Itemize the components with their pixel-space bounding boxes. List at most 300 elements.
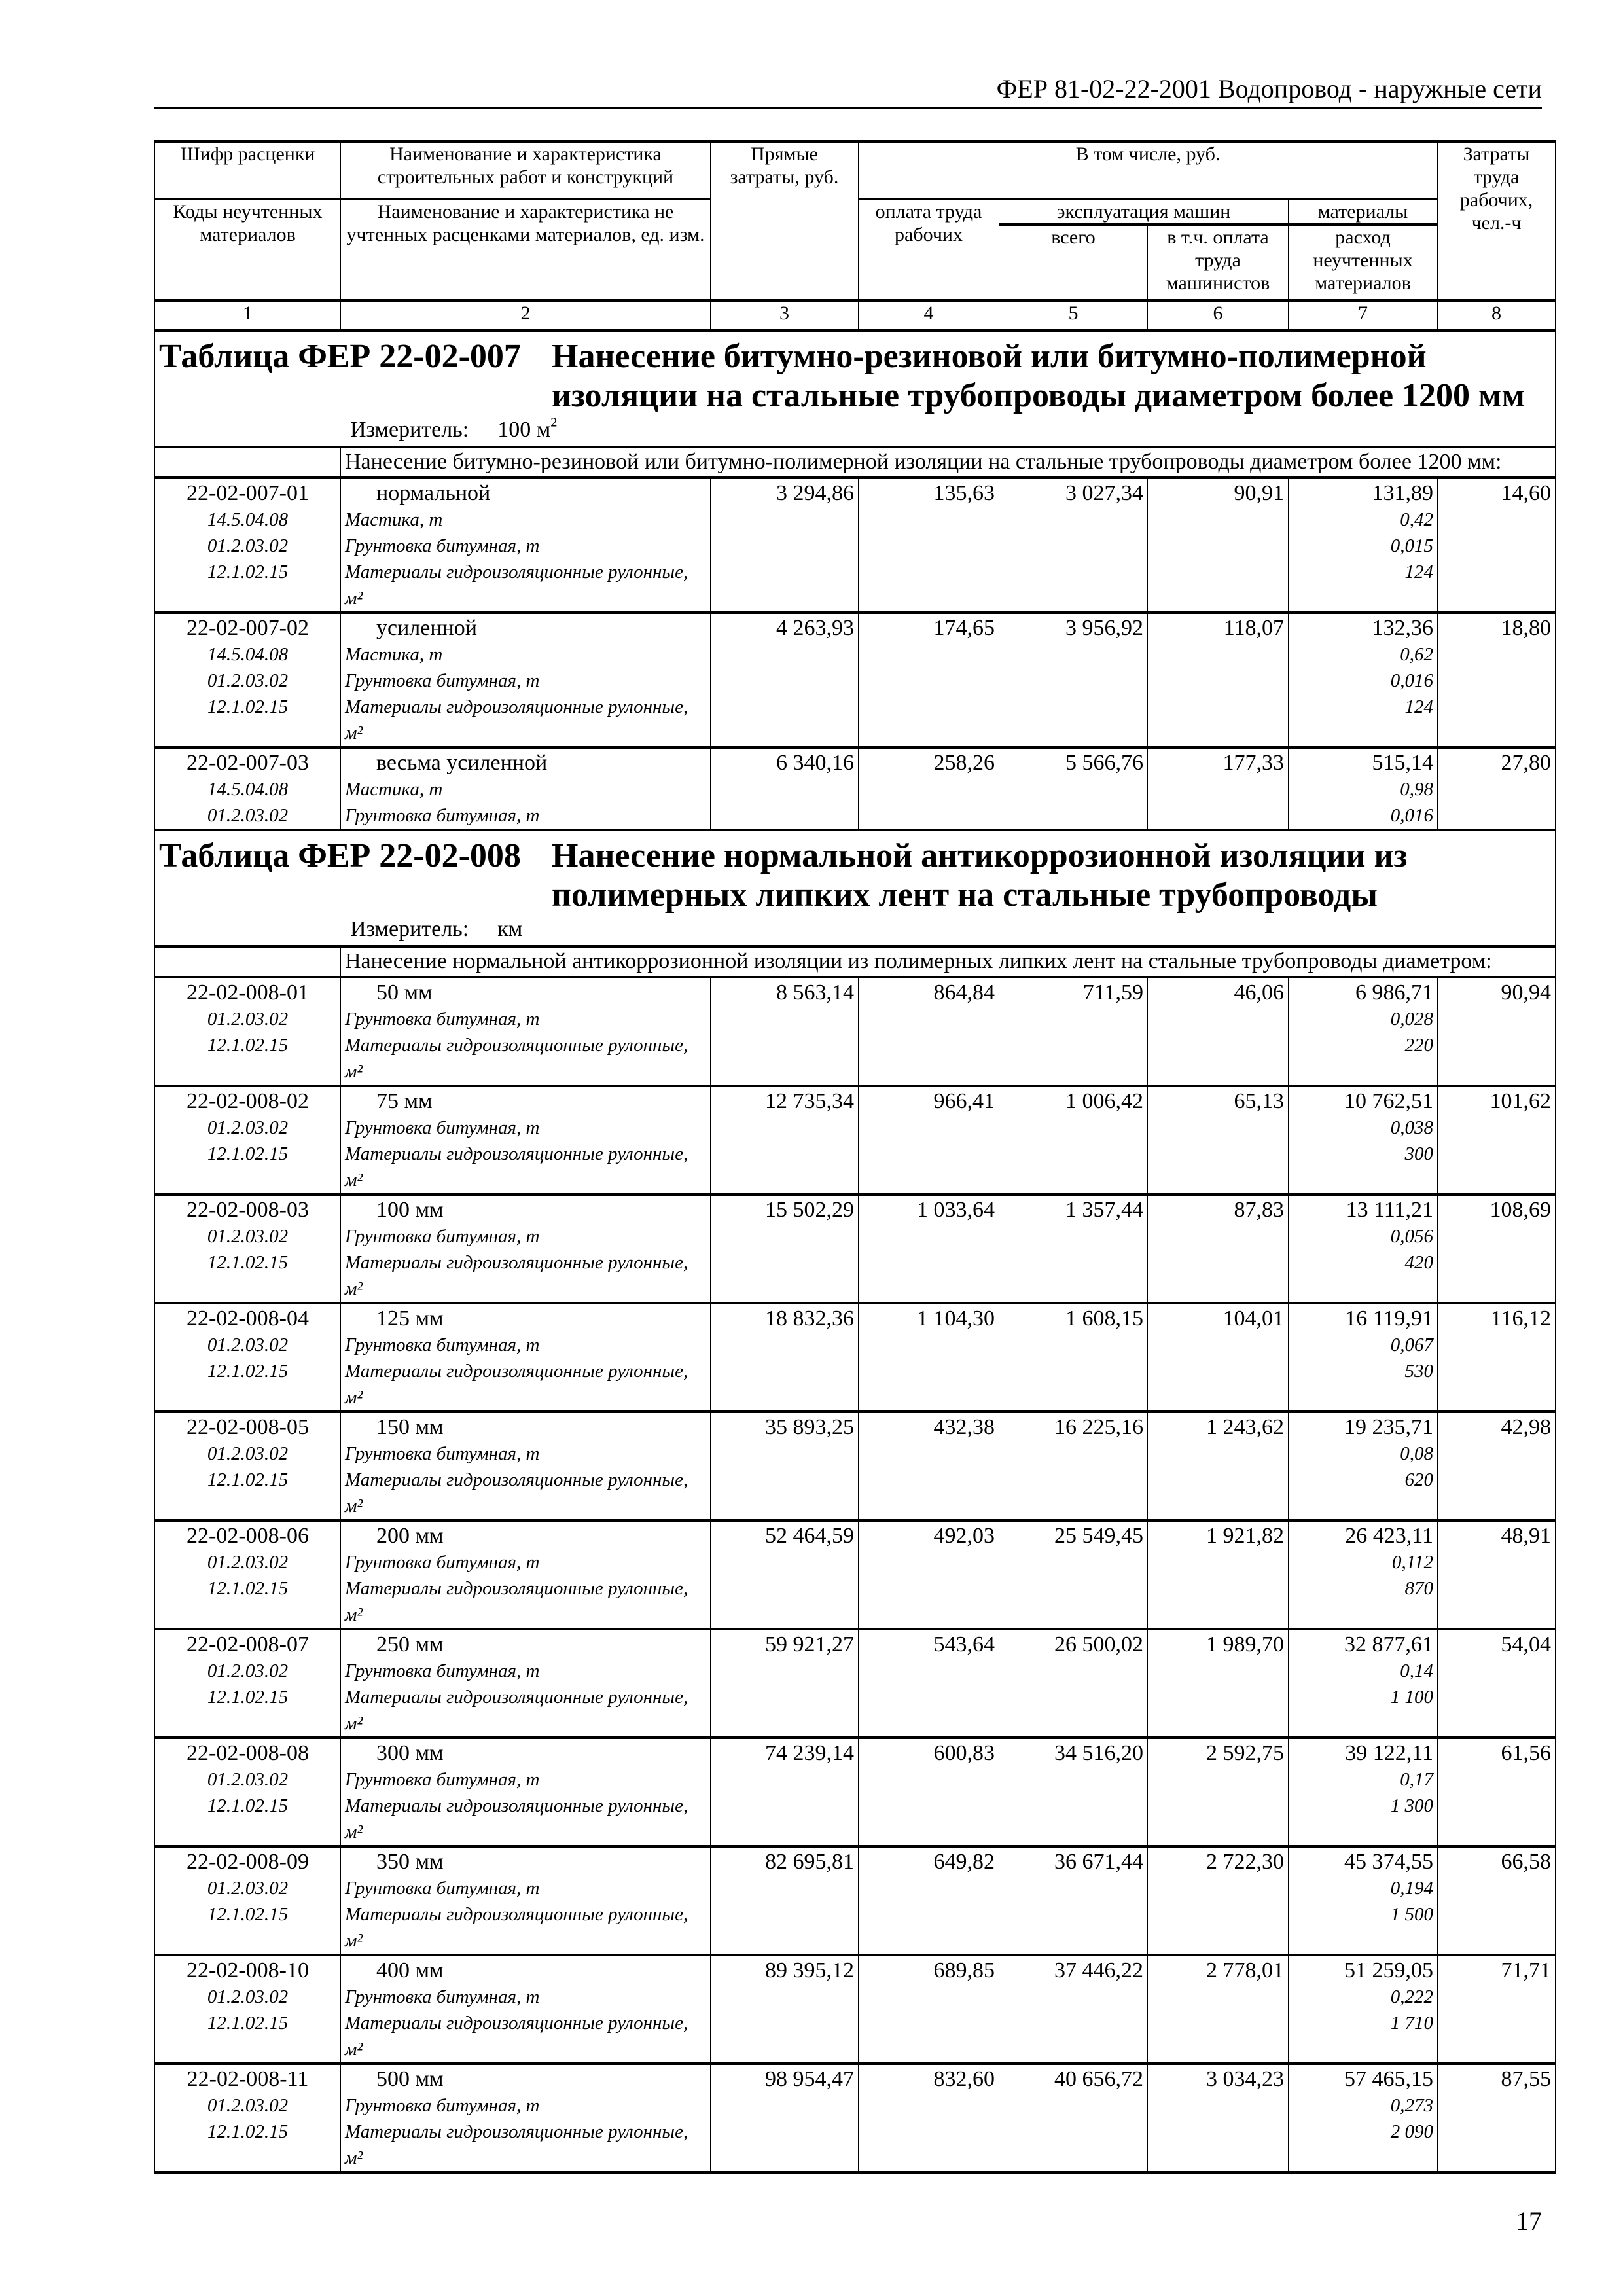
- material-name: Материалы гидроизоляционные рулонные, м²: [345, 2121, 688, 2168]
- machinist-pay-cell: [1148, 1520, 1289, 1629]
- section-meter: [350, 916, 1551, 942]
- machinist-pay-cell: [1148, 1846, 1289, 1955]
- machines-total-cell: [999, 1955, 1148, 2064]
- direct-costs: 89 395,12: [765, 1958, 854, 1982]
- meter-superscript: 2: [550, 415, 558, 430]
- header-work-name: Наименование и характеристика строительных работ и конструкций: [341, 141, 711, 199]
- labor-hours-cell: [1438, 613, 1556, 747]
- material-code: 14.5.04.08: [207, 644, 289, 665]
- machinist-pay-cell: [1148, 1738, 1289, 1846]
- work-name: 500 мм: [376, 2067, 444, 2091]
- header-material-codes: Коды неучтенных материалов: [155, 199, 341, 300]
- table-row: [155, 1194, 1556, 1303]
- material-name: Мастика, т: [345, 779, 443, 800]
- material-name: Материалы гидроизоляционные рулонные, м²: [345, 1578, 688, 1625]
- rate-code-cell: [155, 2064, 341, 2172]
- material-qty: 220: [1404, 1035, 1434, 1056]
- machinist-pay-cell: [1148, 1303, 1289, 1412]
- machinist-pay: 65,13: [1234, 1089, 1284, 1113]
- machines-total: 1 357,44: [1065, 1198, 1143, 1222]
- direct-costs: 3 294,86: [776, 481, 854, 505]
- direct-costs: 98 954,47: [765, 2067, 854, 2091]
- labor-hours-cell: [1438, 1846, 1556, 1955]
- material-code: 12.1.02.15: [207, 1795, 289, 1816]
- page-number: 17: [1516, 2206, 1542, 2236]
- material-name: Материалы гидроизоляционные рулонные, м²: [345, 1904, 688, 1951]
- material-qty: 124: [1404, 696, 1434, 717]
- labor-hours: 48,91: [1501, 1524, 1552, 1548]
- labor-pay: 492,03: [933, 1524, 995, 1548]
- direct-costs-cell: [711, 613, 859, 747]
- header-material-consumption: расход неучтенных материалов: [1289, 224, 1438, 300]
- table-section-description: [155, 447, 1556, 478]
- direct-costs: 74 239,14: [765, 1741, 854, 1765]
- labor-hours-cell: [1438, 1303, 1556, 1412]
- column-number: 5: [999, 300, 1148, 331]
- work-name: нормальной: [376, 481, 491, 505]
- material-qty: 2 090: [1390, 2121, 1434, 2142]
- labor-pay-cell: [859, 613, 999, 747]
- labor-hours-cell: [1438, 1629, 1556, 1738]
- materials-cost: 131,89: [1372, 481, 1434, 505]
- labor-hours: 87,55: [1501, 2067, 1552, 2091]
- rate-code: 22-02-008-05: [187, 1415, 309, 1439]
- materials-cost: 32 877,61: [1344, 1632, 1434, 1657]
- material-code: 01.2.03.02: [207, 1660, 289, 1681]
- direct-costs-cell: [711, 977, 859, 1086]
- material-name: Грунтовка битумная, т: [345, 1009, 540, 1030]
- column-number: 2: [341, 300, 711, 331]
- rate-code: 22-02-007-02: [187, 616, 309, 640]
- machinist-pay-cell: [1148, 977, 1289, 1086]
- section-meter: [350, 417, 1551, 443]
- table-header: [155, 141, 1556, 331]
- machinist-pay: 90,91: [1234, 481, 1284, 505]
- column-number: 7: [1289, 300, 1438, 331]
- labor-pay: 689,85: [933, 1958, 995, 1982]
- work-name-cell: [341, 1303, 711, 1412]
- table-section-description: [155, 946, 1556, 977]
- materials-cost: 51 259,05: [1344, 1958, 1434, 1982]
- work-name: 125 мм: [376, 1306, 444, 1331]
- machinist-pay-cell: [1148, 2064, 1289, 2172]
- work-name-cell: [341, 478, 711, 613]
- material-qty: 0,112: [1391, 1552, 1434, 1573]
- material-code: 01.2.03.02: [207, 1335, 289, 1355]
- material-name: Грунтовка битумная, т: [345, 535, 540, 556]
- material-qty: 0,038: [1390, 1117, 1434, 1138]
- rate-code-cell: [155, 1846, 341, 1955]
- machines-total: 36 671,44: [1054, 1850, 1143, 1874]
- direct-costs: 8 563,14: [776, 980, 854, 1005]
- material-qty: 420: [1404, 1252, 1434, 1273]
- material-code: 01.2.03.02: [207, 1769, 289, 1790]
- direct-costs: 59 921,27: [765, 1632, 854, 1657]
- materials-cost: 19 235,71: [1344, 1415, 1434, 1439]
- direct-costs-cell: [711, 747, 859, 830]
- rate-code: 22-02-008-01: [187, 980, 309, 1005]
- labor-pay-cell: [859, 1086, 999, 1194]
- machines-total-cell: [999, 977, 1148, 1086]
- labor-hours: 108,69: [1489, 1198, 1552, 1222]
- labor-pay-cell: [859, 1846, 999, 1955]
- direct-costs: 82 695,81: [765, 1850, 854, 1874]
- machines-total-cell: [999, 1520, 1148, 1629]
- material-name: Грунтовка битумная, т: [345, 1226, 540, 1247]
- machinist-pay: 1 921,82: [1206, 1524, 1284, 1548]
- machines-total-cell: [999, 747, 1148, 830]
- machinist-pay-cell: [1148, 478, 1289, 613]
- material-qty: 1 710: [1390, 2013, 1434, 2034]
- direct-costs: 4 263,93: [776, 616, 854, 640]
- section-title: Нанесение битумно-резиновой или битумно-полимерной изоляции на стальные трубопроводы диаметром более 1200 мм: [552, 338, 1525, 414]
- machines-total: 711,59: [1082, 980, 1143, 1005]
- materials-cost: 6 986,71: [1355, 980, 1434, 1005]
- machines-total: 40 656,72: [1054, 2067, 1143, 2091]
- direct-costs-cell: [711, 1629, 859, 1738]
- machinist-pay-cell: [1148, 1086, 1289, 1194]
- table-row: [155, 1738, 1556, 1846]
- materials-cell: [1289, 1738, 1438, 1846]
- material-qty: 0,62: [1400, 644, 1434, 665]
- machinist-pay-cell: [1148, 1412, 1289, 1520]
- machines-total-cell: [999, 613, 1148, 747]
- work-name: 300 мм: [376, 1741, 444, 1765]
- header-including: В том числе, руб.: [859, 141, 1438, 199]
- direct-costs-cell: [711, 1412, 859, 1520]
- rate-code: 22-02-008-06: [187, 1524, 309, 1548]
- section-code: Таблица ФЕР 22-02-007: [159, 338, 521, 375]
- machines-total: 26 500,02: [1054, 1632, 1143, 1657]
- work-name-cell: [341, 613, 711, 747]
- labor-pay-cell: [859, 1194, 999, 1303]
- materials-cell: [1289, 1846, 1438, 1955]
- work-name: 400 мм: [376, 1958, 444, 1982]
- section-description: Нанесение битумно-резиновой или битумно-полимерной изоляции на стальные трубопроводы диаметром более 1200 мм:: [341, 447, 1556, 478]
- work-name: 200 мм: [376, 1524, 444, 1548]
- material-name: Грунтовка битумная, т: [345, 1986, 540, 2007]
- material-name: Грунтовка битумная, т: [345, 1443, 540, 1464]
- material-code: 12.1.02.15: [207, 1143, 289, 1164]
- direct-costs-cell: [711, 1738, 859, 1846]
- labor-pay-cell: [859, 1520, 999, 1629]
- rate-code-cell: [155, 1412, 341, 1520]
- material-qty: 0,015: [1390, 535, 1434, 556]
- section-heading: [159, 337, 1551, 416]
- work-name: 75 мм: [376, 1089, 433, 1113]
- material-qty: 1 500: [1390, 1904, 1434, 1925]
- section-heading: [159, 836, 1551, 915]
- column-number: 6: [1148, 300, 1289, 331]
- header-machines-total: всего: [999, 224, 1148, 300]
- labor-hours: 66,58: [1501, 1850, 1552, 1874]
- labor-hours-cell: [1438, 1738, 1556, 1846]
- materials-cell: [1289, 977, 1438, 1086]
- material-qty: 530: [1404, 1361, 1434, 1382]
- machines-total-cell: [999, 1194, 1148, 1303]
- materials-cell: [1289, 1629, 1438, 1738]
- meter-label: Измеритель:: [350, 917, 469, 941]
- material-name: Грунтовка битумная, т: [345, 2095, 540, 2116]
- materials-cost: 132,36: [1372, 616, 1434, 640]
- material-name: Материалы гидроизоляционные рулонные, м²: [345, 1361, 688, 1408]
- table-row: [155, 747, 1556, 830]
- material-name: Грунтовка битумная, т: [345, 1117, 540, 1138]
- direct-costs: 18 832,36: [765, 1306, 854, 1331]
- labor-pay: 864,84: [933, 980, 995, 1005]
- work-name-cell: [341, 1412, 711, 1520]
- materials-cost: 13 111,21: [1346, 1198, 1434, 1222]
- machines-total: 5 566,76: [1065, 751, 1143, 775]
- material-qty: 620: [1404, 1469, 1434, 1490]
- material-code: 14.5.04.08: [207, 509, 289, 530]
- materials-cost: 57 465,15: [1344, 2067, 1434, 2091]
- material-code: 01.2.03.02: [207, 670, 289, 691]
- machines-total-cell: [999, 478, 1148, 613]
- header-material-names: Наименование и характеристика не учтенных расценками материалов, ед. изм.: [341, 199, 711, 300]
- material-code: 01.2.03.02: [207, 1443, 289, 1464]
- labor-hours: 54,04: [1501, 1632, 1552, 1657]
- direct-costs-cell: [711, 1303, 859, 1412]
- material-qty: 0,194: [1390, 1878, 1434, 1899]
- labor-hours: 42,98: [1501, 1415, 1552, 1439]
- labor-hours: 14,60: [1501, 481, 1552, 505]
- work-name-cell: [341, 1629, 711, 1738]
- table-row: [155, 1520, 1556, 1629]
- material-name: Грунтовка битумная, т: [345, 1335, 540, 1355]
- table-row: [155, 1955, 1556, 2064]
- material-name: Грунтовка битумная, т: [345, 1660, 540, 1681]
- machines-total-cell: [999, 1629, 1148, 1738]
- materials-cell: [1289, 478, 1438, 613]
- machinist-pay: 3 034,23: [1206, 2067, 1284, 2091]
- machinist-pay: 2 722,30: [1206, 1850, 1284, 1874]
- direct-costs-cell: [711, 2064, 859, 2172]
- machinist-pay: 1 989,70: [1206, 1632, 1284, 1657]
- section-title: Нанесение нормальной антикоррозионной изоляции из полимерных липких лент на стальные трубопроводы: [552, 837, 1408, 914]
- material-code: 01.2.03.02: [207, 1986, 289, 2007]
- materials-cell: [1289, 1955, 1438, 2064]
- machines-total: 25 549,45: [1054, 1524, 1143, 1548]
- labor-hours: 27,80: [1501, 751, 1552, 775]
- material-name: Материалы гидроизоляционные рулонные, м²: [345, 1035, 688, 1082]
- labor-hours-cell: [1438, 1086, 1556, 1194]
- material-name: Мастика, т: [345, 644, 443, 665]
- labor-pay: 258,26: [933, 751, 995, 775]
- rate-code: 22-02-008-11: [187, 2067, 309, 2091]
- material-name: Материалы гидроизоляционные рулонные, м²: [345, 2013, 688, 2060]
- column-number: 4: [859, 300, 999, 331]
- labor-pay-cell: [859, 478, 999, 613]
- material-name: Материалы гидроизоляционные рулонные, м²: [345, 696, 688, 744]
- rate-code: 22-02-008-10: [187, 1958, 309, 1982]
- work-name: весьма усиленной: [376, 751, 548, 775]
- material-code: 12.1.02.15: [207, 1361, 289, 1382]
- rate-code-cell: [155, 1738, 341, 1846]
- labor-pay-cell: [859, 747, 999, 830]
- labor-hours: 90,94: [1501, 980, 1552, 1005]
- material-code: 01.2.03.02: [207, 2095, 289, 2116]
- material-code: 12.1.02.15: [207, 2121, 289, 2142]
- material-name: Грунтовка битумная, т: [345, 805, 540, 826]
- empty-cell: [155, 447, 341, 478]
- material-name: Грунтовка битумная, т: [345, 1878, 540, 1899]
- column-numbers-row: [155, 300, 1556, 331]
- machinist-pay: 104,01: [1222, 1306, 1284, 1331]
- machinist-pay-cell: [1148, 1955, 1289, 2064]
- labor-hours-cell: [1438, 1412, 1556, 1520]
- labor-pay: 1 104,30: [917, 1306, 995, 1331]
- material-name: Грунтовка битумная, т: [345, 1769, 540, 1790]
- machinist-pay: 177,33: [1222, 751, 1284, 775]
- rate-code-cell: [155, 613, 341, 747]
- direct-costs: 6 340,16: [776, 751, 854, 775]
- material-code: 01.2.03.02: [207, 535, 289, 556]
- running-head: ФЕР 81-02-22-2001 Водопровод - наружные сети: [996, 74, 1542, 103]
- material-qty: 124: [1404, 562, 1434, 583]
- header-labor-pay: оплата труда рабочих: [859, 199, 999, 300]
- rate-code-cell: [155, 478, 341, 613]
- rate-code-cell: [155, 1086, 341, 1194]
- material-qty: 0,08: [1400, 1443, 1434, 1464]
- rate-code: 22-02-008-02: [187, 1089, 309, 1113]
- direct-costs: 52 464,59: [765, 1524, 854, 1548]
- material-qty: 0,056: [1390, 1226, 1434, 1247]
- work-name-cell: [341, 747, 711, 830]
- labor-pay: 135,63: [933, 481, 995, 505]
- header-rule: [154, 107, 1542, 109]
- direct-costs: 12 735,34: [765, 1089, 854, 1113]
- labor-hours-cell: [1438, 2064, 1556, 2172]
- material-name: Материалы гидроизоляционные рулонные, м²: [345, 1143, 688, 1191]
- material-qty: 0,222: [1390, 1986, 1434, 2007]
- material-code: 12.1.02.15: [207, 1578, 289, 1599]
- machines-total-cell: [999, 1303, 1148, 1412]
- work-name: 100 мм: [376, 1198, 444, 1222]
- machines-total: 3 027,34: [1065, 481, 1143, 505]
- work-name-cell: [341, 977, 711, 1086]
- labor-hours-cell: [1438, 1520, 1556, 1629]
- rate-code-cell: [155, 1194, 341, 1303]
- table-row: [155, 613, 1556, 747]
- labor-pay: 649,82: [933, 1850, 995, 1874]
- material-code: 01.2.03.02: [207, 1226, 289, 1247]
- material-name: Грунтовка битумная, т: [345, 670, 540, 691]
- machinist-pay: 118,07: [1223, 616, 1284, 640]
- material-code: 12.1.02.15: [207, 1035, 289, 1056]
- labor-hours-cell: [1438, 747, 1556, 830]
- material-code: 14.5.04.08: [207, 779, 289, 800]
- work-name: 150 мм: [376, 1415, 444, 1439]
- rate-code-cell: [155, 1303, 341, 1412]
- materials-cost: 39 122,11: [1345, 1741, 1434, 1765]
- material-name: Материалы гидроизоляционные рулонные, м²: [345, 1795, 688, 1842]
- machines-total: 3 956,92: [1065, 616, 1143, 640]
- labor-pay-cell: [859, 1412, 999, 1520]
- rate-code-cell: [155, 1520, 341, 1629]
- labor-pay-cell: [859, 1303, 999, 1412]
- material-qty: 0,42: [1400, 509, 1434, 530]
- work-name-cell: [341, 1738, 711, 1846]
- materials-cell: [1289, 1303, 1438, 1412]
- work-name-cell: [341, 2064, 711, 2172]
- column-number: 1: [155, 300, 341, 331]
- table-row: [155, 2064, 1556, 2172]
- rate-code: 22-02-008-07: [187, 1632, 309, 1657]
- labor-pay: 966,41: [933, 1089, 995, 1113]
- table-row: [155, 478, 1556, 613]
- machinist-pay-cell: [1148, 1629, 1289, 1738]
- material-name: Грунтовка битумная, т: [345, 1552, 540, 1573]
- machines-total-cell: [999, 1846, 1148, 1955]
- material-name: Материалы гидроизоляционные рулонные, м²: [345, 562, 688, 609]
- material-code: 01.2.03.02: [207, 1552, 289, 1573]
- rate-code-cell: [155, 747, 341, 830]
- materials-cost: 515,14: [1372, 751, 1434, 775]
- labor-hours: 116,12: [1490, 1306, 1552, 1331]
- labor-pay-cell: [859, 2064, 999, 2172]
- machines-total: 34 516,20: [1054, 1741, 1143, 1765]
- table-section-title: [155, 830, 1556, 946]
- rate-code: 22-02-007-03: [187, 751, 309, 775]
- material-code: 12.1.02.15: [207, 1252, 289, 1273]
- rate-code: 22-02-007-01: [187, 481, 309, 505]
- section-description: Нанесение нормальной антикоррозионной изоляции из полимерных липких лент на стальные трубопроводы диаметром:: [341, 946, 1556, 977]
- material-code: 12.1.02.15: [207, 696, 289, 717]
- machines-total-cell: [999, 1738, 1148, 1846]
- table-row: [155, 977, 1556, 1086]
- rates-table: [154, 140, 1556, 2174]
- rate-code-cell: [155, 1629, 341, 1738]
- material-name: Материалы гидроизоляционные рулонные, м²: [345, 1687, 688, 1734]
- material-qty: 0,016: [1390, 670, 1434, 691]
- material-code: 01.2.03.02: [207, 805, 289, 826]
- machinist-pay: 46,06: [1234, 980, 1284, 1005]
- material-qty: 0,98: [1400, 779, 1434, 800]
- table-body: [155, 331, 1556, 2172]
- header-machinist-pay: в т.ч. оплата труда машинистов: [1148, 224, 1289, 300]
- section-title-cell: [155, 331, 1556, 447]
- materials-cell: [1289, 1086, 1438, 1194]
- rate-code-cell: [155, 1955, 341, 2064]
- material-code: 01.2.03.02: [207, 1117, 289, 1138]
- material-qty: 1 100: [1390, 1687, 1434, 1708]
- work-name-cell: [341, 1086, 711, 1194]
- material-code: 01.2.03.02: [207, 1009, 289, 1030]
- meter-label: Измеритель:: [350, 418, 469, 442]
- machinist-pay: 87,83: [1234, 1198, 1284, 1222]
- material-name: Мастика, т: [345, 509, 443, 530]
- machines-total-cell: [999, 1086, 1148, 1194]
- labor-pay: 832,60: [933, 2067, 995, 2091]
- table-row: [155, 1086, 1556, 1194]
- work-name: 350 мм: [376, 1850, 444, 1874]
- materials-cost: 26 423,11: [1345, 1524, 1434, 1548]
- materials-cell: [1289, 747, 1438, 830]
- material-qty: 300: [1404, 1143, 1434, 1164]
- materials-cost: 10 762,51: [1344, 1089, 1434, 1113]
- table-row: [155, 1629, 1556, 1738]
- header-materials: материалы: [1289, 199, 1438, 224]
- machinist-pay-cell: [1148, 747, 1289, 830]
- direct-costs-cell: [711, 1520, 859, 1629]
- machines-total: 1 608,15: [1065, 1306, 1143, 1331]
- labor-pay-cell: [859, 977, 999, 1086]
- materials-cost: 45 374,55: [1344, 1850, 1434, 1874]
- meter-value: км: [497, 917, 523, 941]
- material-qty: 870: [1404, 1578, 1434, 1599]
- materials-cell: [1289, 1520, 1438, 1629]
